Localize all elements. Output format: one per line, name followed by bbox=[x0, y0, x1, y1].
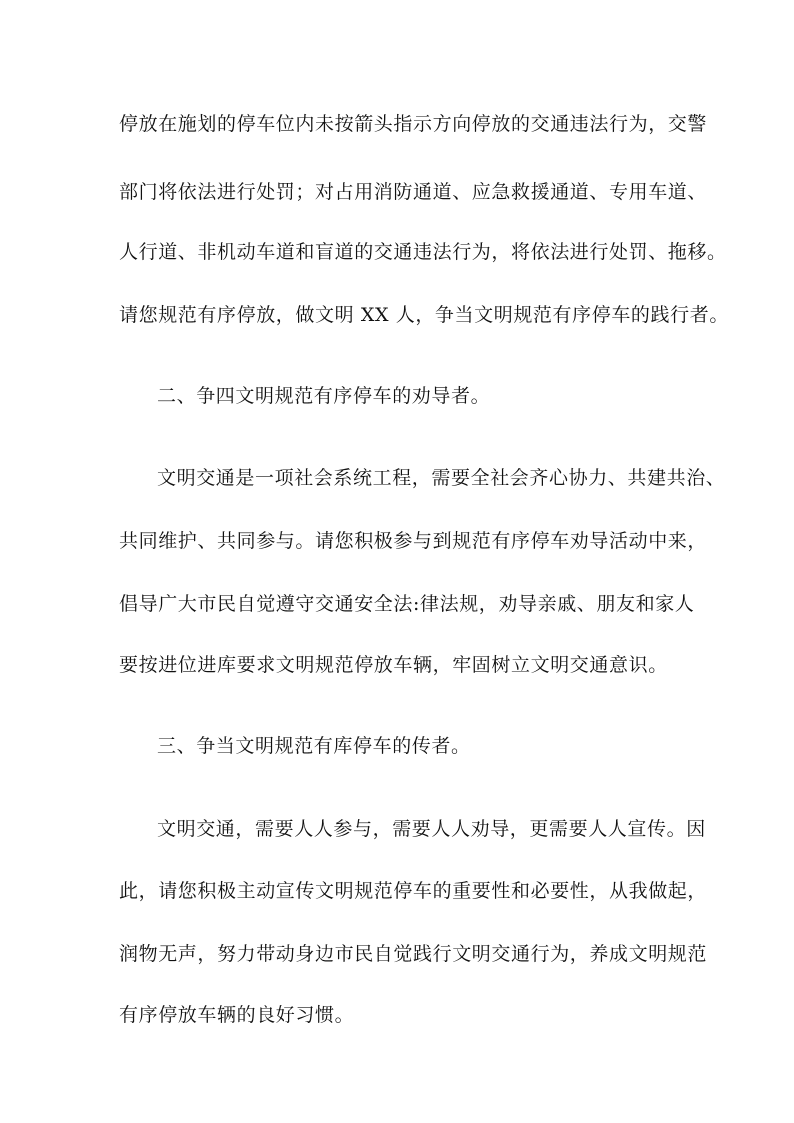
section-heading-3: 三、争当文明规范有库停车的传者。 bbox=[157, 735, 471, 757]
paragraph-line: 要按进位进库要求文明规范停放车辆，牢固树立文明交通意识。 bbox=[119, 654, 668, 676]
paragraph-line: 此，请您积极主动宣传文明规范停车的重要性和必要性，从我做起， bbox=[119, 880, 708, 902]
paragraph-line: 请您规范有序停放，做文明 XX 人，争当文明规范有序停车的践行者。 bbox=[119, 304, 729, 326]
paragraph-line: 有序停放车辆的良好习惯。 bbox=[119, 1004, 355, 1026]
paragraph-line: 停放在施划的停车位内未按箭头指示方向停放的交通违法行为，交警 bbox=[119, 113, 708, 135]
paragraph-line: 润物无声，努力带动身边市民自觉践行文明交通行为，养成文明规范 bbox=[119, 943, 708, 965]
paragraph-line: 文明交通，需要人人参与，需要人人劝导，更需要人人宣传。因 bbox=[157, 818, 706, 840]
paragraph-line: 人行道、非机动车道和盲道的交通违法行为，将依法进行处罚、拖移。 bbox=[119, 241, 727, 263]
paragraph-line: 倡导广大市民自觉遵守交通安全法:律法规，劝导亲戚、朋友和家人 bbox=[119, 593, 695, 615]
section-heading-2: 二、争四文明规范有序停车的劝导者。 bbox=[157, 385, 491, 407]
paragraph-line: 文明交通是一项社会系统工程，需要全社会齐心协力、共建共治、 bbox=[157, 467, 726, 489]
paragraph-line: 共同维护、共同参与。请您积极参与到规范有序停车劝导活动中来， bbox=[119, 530, 708, 552]
paragraph-line: 部门将依法进行处罚；对占用消防通道、应急救援通道、专用车道、 bbox=[119, 181, 708, 203]
